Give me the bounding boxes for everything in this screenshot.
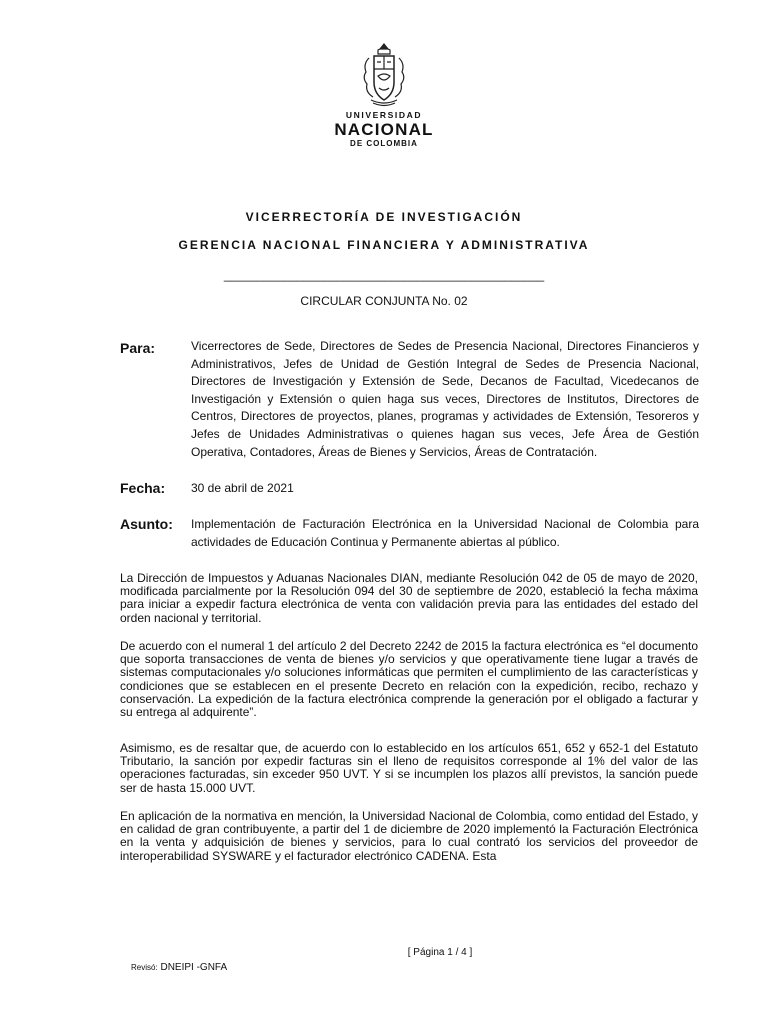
header-rule: ________________________________________________ xyxy=(223,268,545,282)
para-recipients: Vicerrectores de Sede, Directores de Sedes de Presencia Nacional, Directores Financieros y Administrativos, Jefes de Unidad de Gestión Integral de Sedes de Presencia Nacional, Directores de Investigación y Extensión de Sede, Decanos de Facultad, Vicedecanos de Investigación y Extensión o quien haga sus veces, Directores de Institutos, Directores de Centros, Directores de proyectos, planes, programas y actividades de Extensión, Tesoreros y Jefes de Unidades Administrativas o quienes hagan sus veces, Jefe Área de Gestión Operativa, Contadores, Áreas de Bienes y Servicios, Áreas de Contratación. xyxy=(191,339,699,459)
circular-title: CIRCULAR CONJUNTA No. 02 xyxy=(300,294,468,308)
para-label: Para: xyxy=(120,340,156,356)
logo-text-de-colombia: DE COLOMBIA xyxy=(350,139,418,148)
header-vicerrectoria: VICERRECTORÍA DE INVESTIGACIÓN xyxy=(245,210,523,224)
university-crest-icon xyxy=(359,42,409,108)
university-logo xyxy=(0,42,768,148)
review-note xyxy=(131,962,227,973)
logo-text-universidad: UNIVERSIDAD xyxy=(345,110,423,120)
logo-text-nacional: NACIONAL xyxy=(334,120,434,139)
body-paragraph-4: En aplicación de la normativa en mención, la Universidad Nacional de Colombia, como entidad del Estado, y en calidad de gran contribuyente, a partir del 1 de diciembre de 2020 implementó la Facturación Electrónica en la venta y adquisición de bienes y servicios, para lo cual contrató los servicios del proveedor de interoperabilidad SYSWARE y el facturador electrónico CADENA. Esta xyxy=(120,809,698,863)
asunto-label: Asunto: xyxy=(120,516,173,532)
page-number: [ Página 1 / 4 ] xyxy=(407,947,473,958)
review-value: DNEIPI -GNFA xyxy=(160,962,228,973)
body-paragraph-2: De acuerdo con el numeral 1 del artículo 2 del Decreto 2242 de 2015 la factura electrónica es “el documento que soporta transacciones de venta de bienes y/o servicios y que operativamente tiene lugar a través de sistemas computacionales y/o soluciones informáticas que permiten el cumplimiento de las características y condiciones que se establecen en el presente Decreto en relación con la expedición, recibo, rechazo y conservación. La expedición de la factura electrónica comprende la generación por el obligado a facturar y su entrega al adquirente”. xyxy=(120,639,698,720)
review-label: Revisó: xyxy=(131,963,158,972)
fecha-label: Fecha: xyxy=(120,480,166,496)
asunto-value: Implementación de Facturación Electrónica en la Universidad Nacional de Colombia para actividades de Educación Continua y Permanente abiertas al público. xyxy=(191,517,699,549)
header-gerencia: GERENCIA NACIONAL FINANCIERA Y ADMINISTRATIVA xyxy=(178,238,590,252)
body-paragraph-3: Asimismo, es de resaltar que, de acuerdo con lo establecido en los artículos 651, 652 y 652-1 del Estatuto Tributario, la sanción por expedir facturas sin el lleno de requisitos corresponde al 1% del valor de las operaciones facturadas, sin exceder 950 UVT. Y si se incumplen los plazos allí previstos, la sanción puede ser de hasta 15.000 UVT. xyxy=(120,741,698,795)
body-paragraph-1: La Dirección de Impuestos y Aduanas Nacionales DIAN, mediante Resolución 042 de 05 de mayo de 2020, modificada parcialmente por la Resolución 094 del 30 de septiembre de 2020, estableció la fecha máxima para iniciar a expedir factura electrónica de venta con validación previa para las entidades del estado del orden nacional y territorial. xyxy=(120,571,698,625)
fecha-value: 30 de abril de 2021 xyxy=(191,481,294,495)
